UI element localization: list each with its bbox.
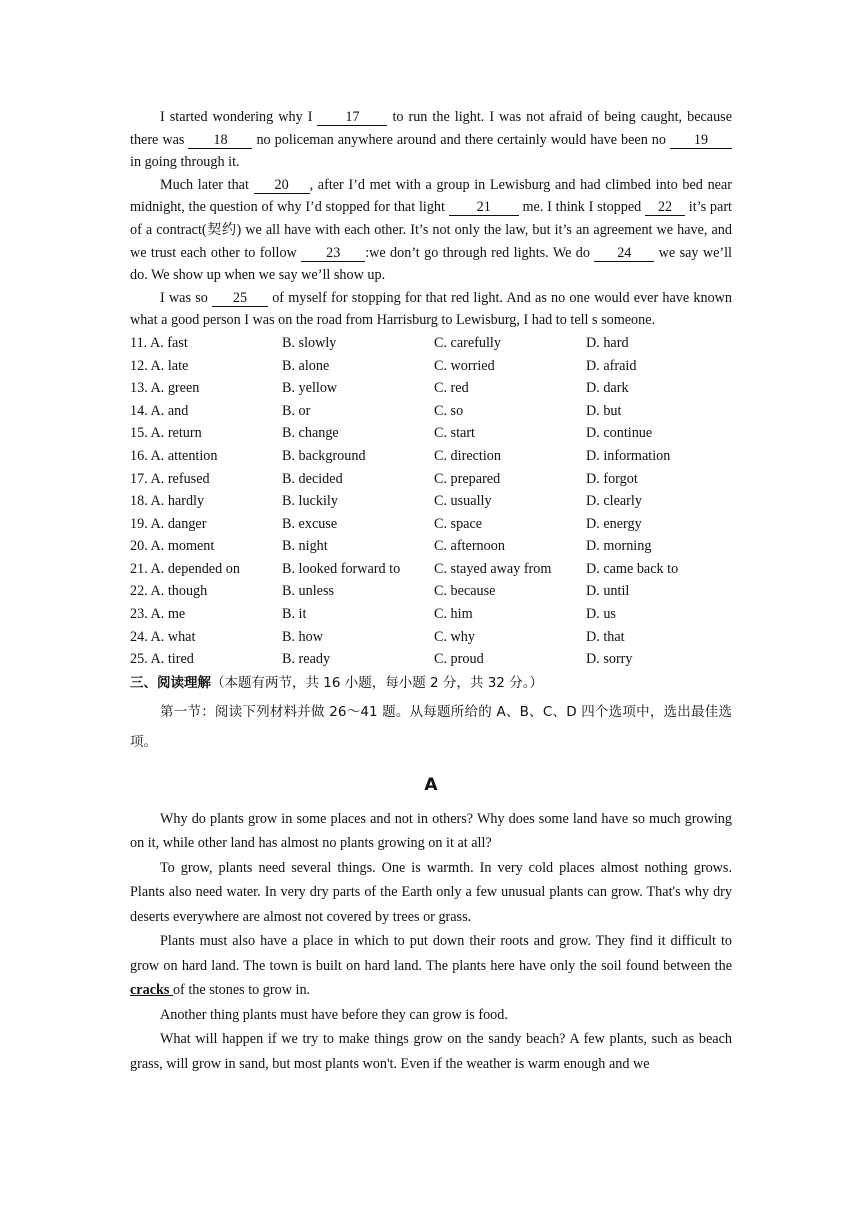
option-row <box>130 648 732 671</box>
text: it’s part of a contract(契约) we all have with each other. It’s not only the law, but it’s an agreement we have, and we trust each other to follow <box>130 199 732 261</box>
option-d: D. sorry <box>586 651 633 668</box>
option-c: C. why <box>434 628 475 645</box>
option-c: C. prepared <box>434 470 501 487</box>
blank-17: 17 <box>317 109 387 126</box>
option-c: C. start <box>434 425 475 442</box>
blank-21: 21 <box>449 199 519 216</box>
text: I started wondering why I <box>160 109 318 125</box>
option-a: 15. A. return <box>130 425 202 442</box>
text: :we don’t go through red lights. We do <box>365 244 595 261</box>
option-a: 23. A. me <box>130 606 186 623</box>
option-row <box>130 468 732 491</box>
option-row <box>130 626 732 649</box>
option-c: C. usually <box>434 493 492 510</box>
option-d: D. that <box>586 628 625 645</box>
text: Much later that <box>160 176 254 193</box>
option-c: C. afternoon <box>434 538 505 555</box>
text: in going through it. <box>130 154 240 171</box>
option-a: 25. A. tired <box>130 651 194 668</box>
option-d: D. continue <box>586 425 653 442</box>
text: to run the light. I was not afraid of being caught, because there was <box>130 109 732 148</box>
option-row <box>130 445 732 468</box>
option-b: B. yellow <box>282 380 338 397</box>
option-d: D. energy <box>586 515 642 532</box>
option-a: 18. A. hardly <box>130 493 205 510</box>
blank-22: 22 <box>645 199 685 216</box>
option-b: B. decided <box>282 470 343 487</box>
blank-25: 25 <box>212 290 268 307</box>
cloze-paragraph-2 <box>130 174 732 287</box>
text: Plants must also have a place in which to put down their roots and grow. They find it difficult to grow on hard land. The town is built on hard land. The plants here have only the soil found between the <box>130 933 732 974</box>
passage-paragraph-4: Another thing plants must have before they can grow is food. <box>160 1006 508 1023</box>
option-a: 24. A. what <box>130 628 196 645</box>
option-row <box>130 355 732 378</box>
option-b: B. background <box>282 447 366 464</box>
blank-20: 20 <box>254 177 310 194</box>
option-b: B. ready <box>282 651 331 668</box>
option-a: 14. A. and <box>130 402 189 419</box>
passage-paragraph-3 <box>130 929 732 1003</box>
text: I was so <box>160 289 213 306</box>
option-row <box>130 377 732 400</box>
option-c: C. carefully <box>434 334 501 351</box>
blank-24: 24 <box>594 245 654 262</box>
option-row <box>130 580 732 603</box>
exam-page <box>130 106 732 1076</box>
option-b: B. or <box>282 402 311 419</box>
option-c: C. space <box>434 515 483 532</box>
option-row <box>130 513 732 536</box>
option-d: D. dark <box>586 380 629 397</box>
option-d: D. afraid <box>586 357 637 374</box>
option-d: D. until <box>586 583 630 600</box>
option-row <box>130 400 732 423</box>
text: no policeman anywhere around and there certainly would have been no <box>252 131 670 148</box>
cloze-paragraph-3 <box>130 287 732 332</box>
option-a: 20. A. moment <box>130 538 215 555</box>
option-d: D. hard <box>586 334 629 351</box>
option-b: B. alone <box>282 357 330 374</box>
option-b: B. slowly <box>282 334 337 351</box>
blank-19: 19 <box>670 132 732 149</box>
text: of myself for stopping for that red light. And as no one would ever have known what a good person I was on the road from Harrisburg to Lewisburg, I had to tell s someone. <box>130 289 733 329</box>
section-title: 三、阅读理解 <box>130 674 211 691</box>
text: , after I’d met with a group in Lewisburg and had climbed into bed near midnight, the question of why I’d stopped for that light <box>130 176 732 216</box>
underlined-word: cracks <box>130 982 173 999</box>
option-d: D. clearly <box>586 493 642 510</box>
option-c: C. proud <box>434 651 484 668</box>
option-a: 13. A. green <box>130 380 200 397</box>
option-b: B. night <box>282 538 328 555</box>
section-instruction: 第一节：阅读下列材料并做 26～41 题。从每题所给的 A、B、C、D 四个选项中，选出最佳选项。 <box>130 703 732 750</box>
option-row <box>130 332 732 355</box>
option-c: C. stayed away from <box>434 560 552 577</box>
option-c: C. red <box>434 380 469 397</box>
passage-paragraph-1: Why do plants grow in some places and not in others? Why does some land have so much growing on it, while other land has almost no plants growing on it at all? <box>130 810 732 852</box>
blank-23: 23 <box>301 245 365 262</box>
option-d: D. information <box>586 447 671 464</box>
options-list <box>130 332 732 671</box>
option-d: D. forgot <box>586 470 638 487</box>
text: of the stones to grow in. <box>172 982 311 999</box>
passage-paragraph-2: To grow, plants need several things. One is warmth. In very cold places almost nothing grows. Plants also need water. In very dry parts of the Earth only a few unusual plants can grow. That's why dry deserts everywhere are almost not covered by trees or grass. <box>130 859 732 925</box>
option-b: B. unless <box>282 583 335 600</box>
option-a: 11. A. fast <box>130 334 188 351</box>
option-row <box>130 603 732 626</box>
option-b: B. change <box>282 425 339 442</box>
option-c: C. worried <box>434 357 495 374</box>
passage-letter: A <box>424 774 438 795</box>
option-a: 22. A. though <box>130 583 208 600</box>
option-c: C. because <box>434 583 496 600</box>
passage-paragraph-5: What will happen if we try to make things grow on the sandy beach? A few plants, such as beach grass, will grow in sand, but most plants won't. Even if the weather is warm enough and we <box>130 1031 732 1072</box>
option-a: 17. A. refused <box>130 470 210 487</box>
blank-18: 18 <box>188 132 252 149</box>
option-a: 21. A. depended on <box>130 560 240 577</box>
option-row <box>130 558 732 581</box>
option-b: B. luckily <box>282 493 338 510</box>
option-a: 19. A. danger <box>130 515 207 532</box>
option-c: C. him <box>434 606 473 623</box>
option-c: C. direction <box>434 447 501 464</box>
option-b: B. how <box>282 628 323 645</box>
option-row <box>130 490 732 513</box>
option-row <box>130 535 732 558</box>
option-d: D. us <box>586 606 616 623</box>
text: me. I think I stopped <box>518 199 646 216</box>
option-d: D. came back to <box>586 560 679 577</box>
option-a: 12. A. late <box>130 357 189 374</box>
option-b: B. excuse <box>282 515 338 532</box>
option-c: C. so <box>434 402 464 419</box>
text: we say we’ll do. We show up when we say we’ll show up. <box>130 244 733 284</box>
cloze-paragraph-1 <box>130 106 732 174</box>
section-heading <box>130 671 732 695</box>
option-d: D. morning <box>586 538 652 555</box>
option-b: B. it <box>282 606 307 623</box>
option-d: D. but <box>586 402 622 419</box>
section-subtitle: （本题有两节，共 16 小题，每小题 2 分，共 32 分。） <box>211 674 543 691</box>
option-row <box>130 422 732 445</box>
option-b: B. looked forward to <box>282 560 401 577</box>
option-a: 16. A. attention <box>130 447 218 464</box>
